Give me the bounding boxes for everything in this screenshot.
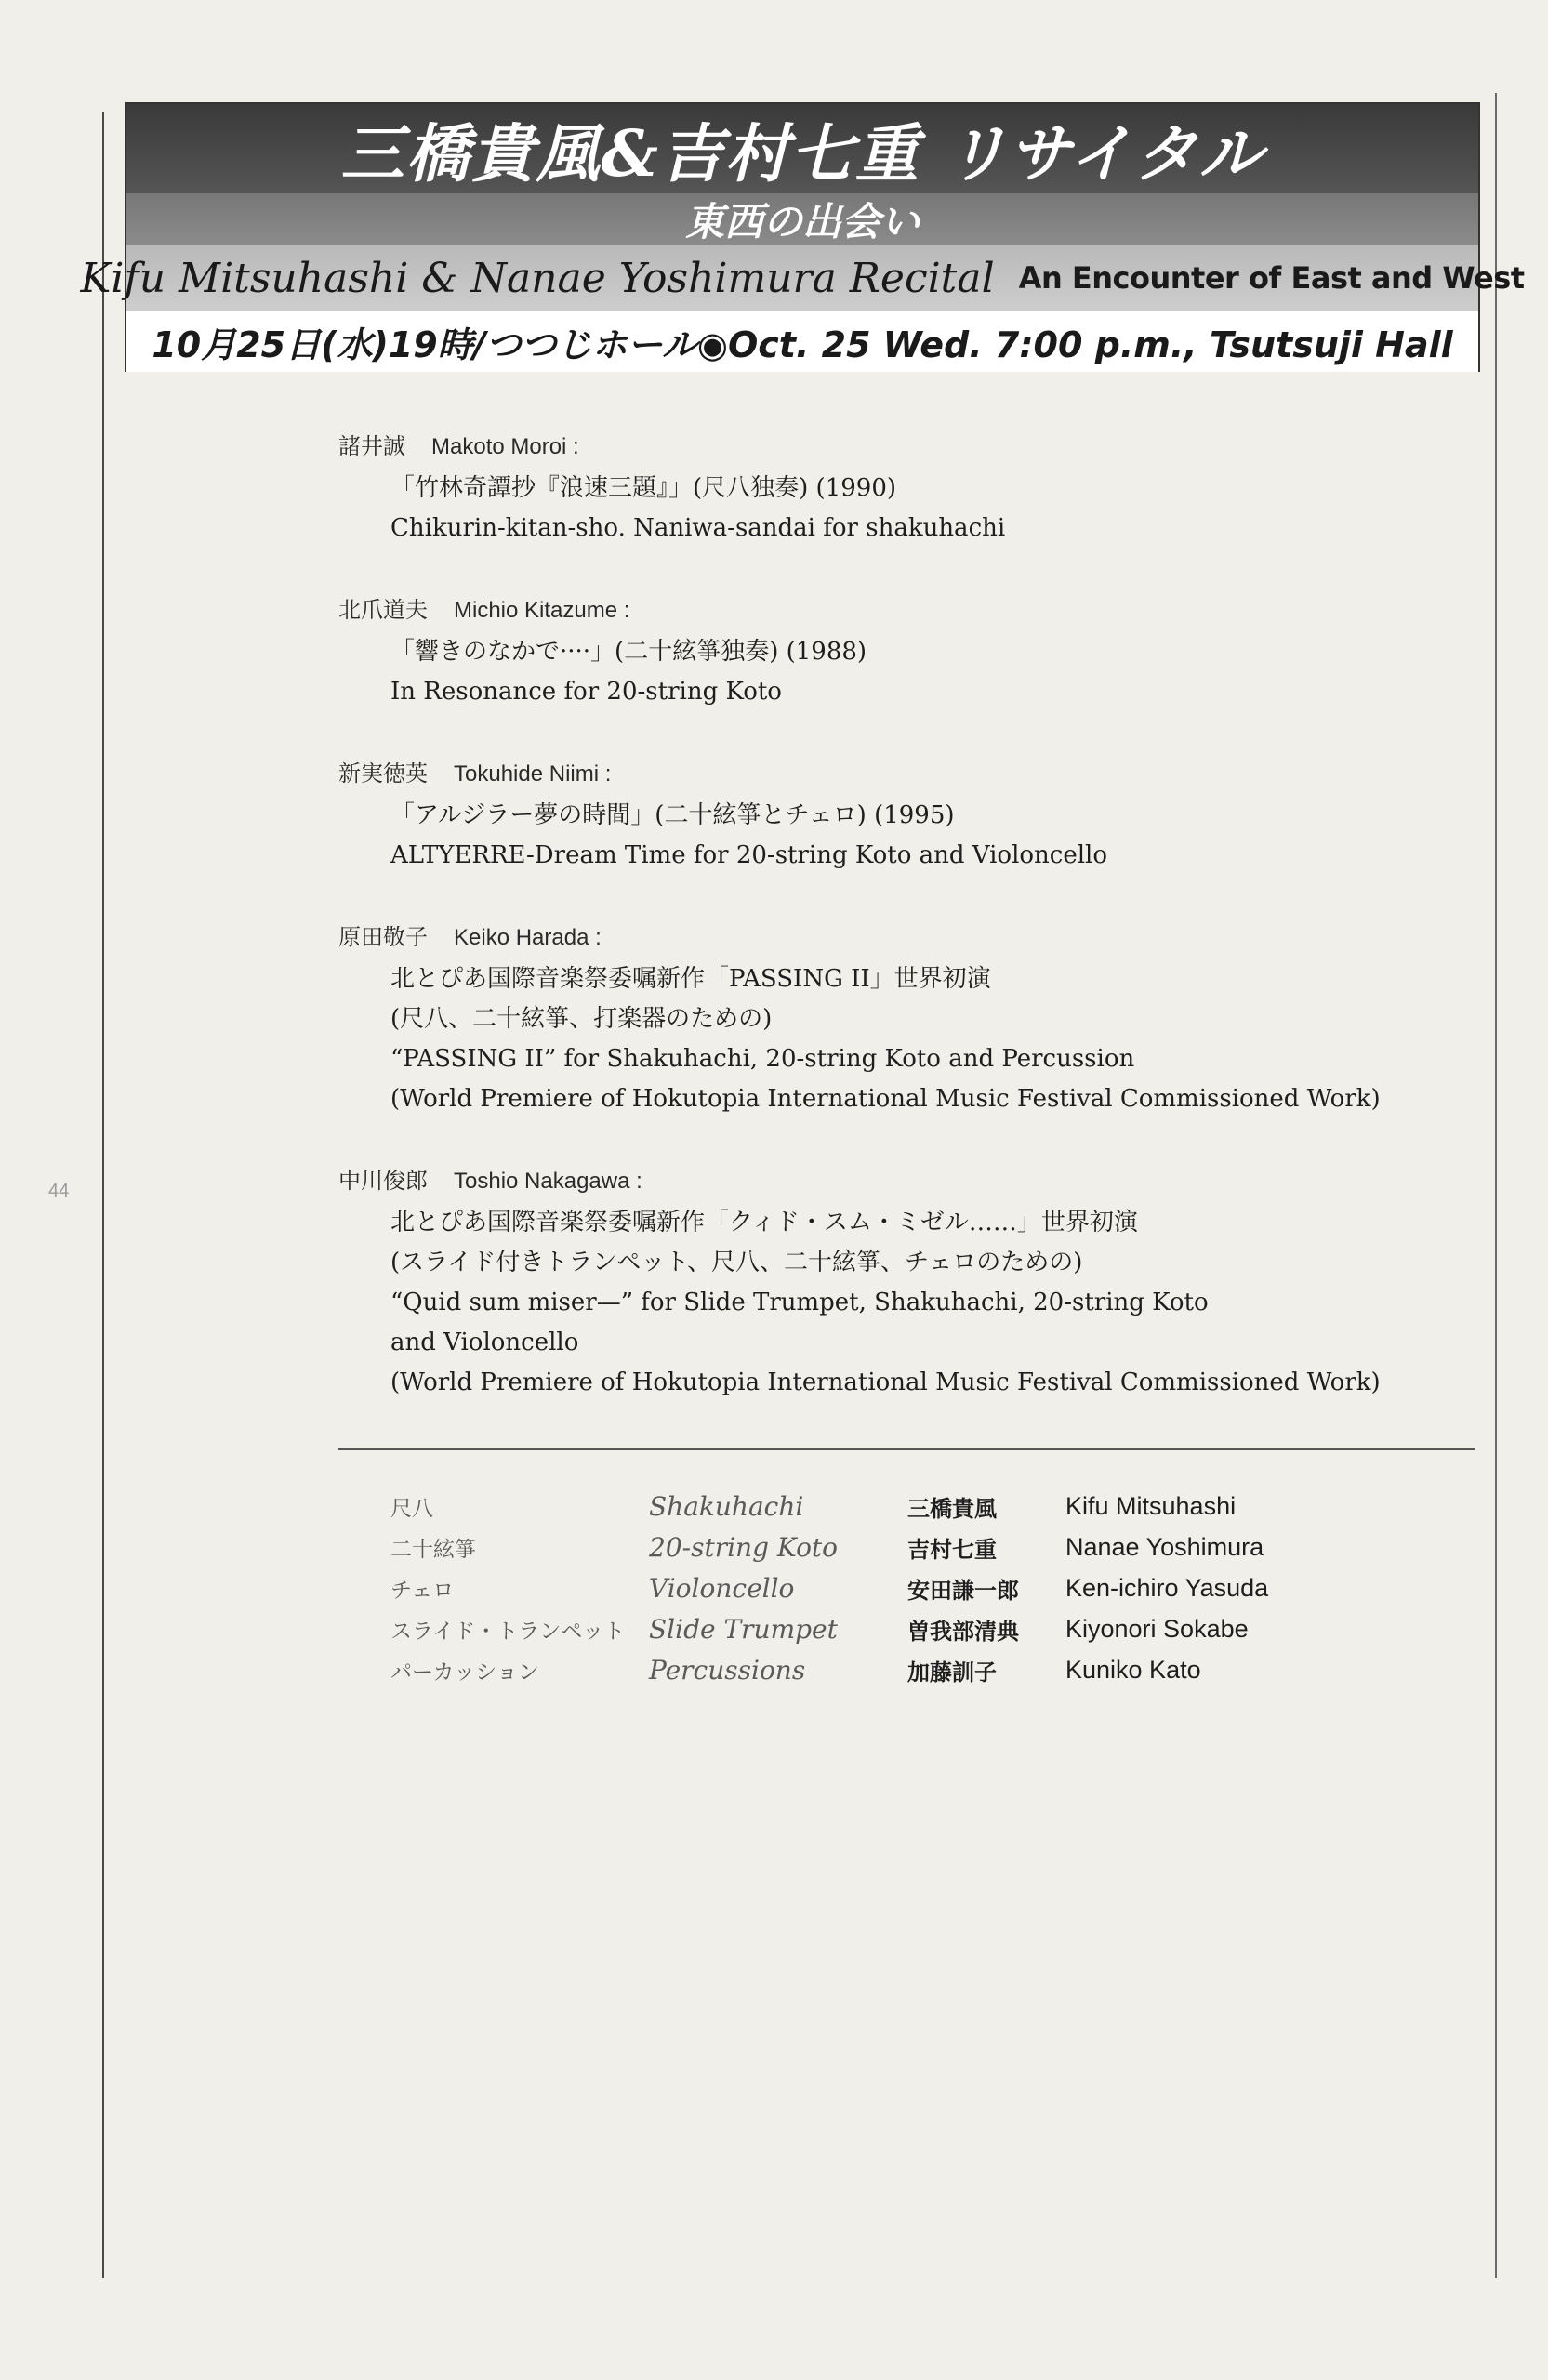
instrument-en: Violoncello xyxy=(649,1572,795,1604)
recital-title-jp: 三橋貴風&吉村七重 リサイタル xyxy=(340,116,1264,192)
composer-name-en: Toshio Nakagawa : xyxy=(454,1169,642,1194)
performer-row xyxy=(390,1608,1432,1649)
work-title-jp: 北とぴあ国際音楽祭委嘱新作「クィド・スム・ミゼル……」世界初演 xyxy=(390,1209,1138,1236)
composer-line xyxy=(338,757,1482,792)
work-title-en: ALTYERRE-Dream Time for 20-string Koto and Violoncello xyxy=(390,841,1108,869)
composer-line xyxy=(338,430,1482,465)
composer-name-jp: 新実徳英 xyxy=(338,761,428,787)
performer-row xyxy=(390,1527,1432,1567)
work-instrumentation-jp: (尺八、二十絃箏、打楽器のための) xyxy=(390,1005,773,1033)
work-title-en: “Quid sum miser—” for Slide Trumpet, Shakuhachi, 20-string Koto xyxy=(390,1289,1209,1316)
instrument-en: Slide Trumpet xyxy=(649,1613,838,1645)
program-list xyxy=(338,430,1482,1448)
date-band xyxy=(126,311,1478,372)
work-title-jp: 「響きのなかで····」(二十絃箏独奏) (1988) xyxy=(390,638,867,666)
work-title-jp: 「アルジラー夢の時間」(二十絃箏とチェロ) (1995) xyxy=(390,801,955,829)
composer-name-en: Keiko Harada : xyxy=(454,925,602,950)
recital-subtitle-en: An Encounter of East and West xyxy=(1018,260,1525,296)
work-title-jp: 北とぴあ国際音楽祭委嘱新作「PASSING II」世界初演 xyxy=(390,965,991,993)
instrument-en: Shakuhachi xyxy=(649,1490,804,1522)
work-title-jp: 「竹林奇譚抄『浪速三題』」(尺八独奏) (1990) xyxy=(390,474,897,502)
composer-name-jp: 中川俊郎 xyxy=(338,1169,428,1194)
work-title-en: In Resonance for 20-string Koto xyxy=(390,678,782,706)
program-piece xyxy=(338,920,1482,1119)
composer-line xyxy=(338,1164,1482,1199)
composer-name-jp: 原田敬子 xyxy=(338,925,428,950)
performer-row xyxy=(390,1649,1432,1690)
performer-name-en: Nanae Yoshimura xyxy=(1065,1532,1264,1561)
composer-line xyxy=(338,593,1482,628)
instrument-jp: パーカッション xyxy=(390,1659,539,1685)
performer-row xyxy=(390,1567,1432,1608)
performer-name-jp: 曽我部清典 xyxy=(907,1618,1019,1645)
composer-name-en: Tokuhide Niimi : xyxy=(454,761,612,787)
instrument-jp: 尺八 xyxy=(390,1496,433,1521)
performer-name-jp: 安田謙一郎 xyxy=(907,1577,1019,1604)
english-title-band xyxy=(80,245,1525,311)
date-venue-line: 10月25日(水)19時/つつじホール◉Oct. 25 Wed. 7:00 p.m., Tsutsuji Hall xyxy=(152,324,1453,365)
composer-line xyxy=(338,920,1482,956)
instrument-en: Percussions xyxy=(649,1654,806,1686)
instrument-jp: 二十絃箏 xyxy=(390,1537,476,1562)
work-premiere-note: (World Premiere of Hokutopia International Music Festival Commissioned Work) xyxy=(390,1085,1381,1113)
composer-name-en: Makoto Moroi : xyxy=(431,434,579,459)
performer-name-jp: 加藤訓子 xyxy=(907,1659,997,1686)
subtitle-band xyxy=(126,193,1478,245)
page-number: 44 xyxy=(48,1181,70,1201)
page-frame-left xyxy=(102,112,104,2278)
program-piece xyxy=(338,1164,1482,1403)
recital-header xyxy=(80,102,1525,372)
performer-name-en: Kiyonori Sokabe xyxy=(1065,1614,1249,1643)
composer-name-jp: 北爪道夫 xyxy=(338,598,428,623)
work-title-en: “PASSING II” for Shakuhachi, 20-string Koto and Percussion xyxy=(390,1045,1135,1073)
performer-name-en: Kuniko Kato xyxy=(1065,1655,1201,1684)
work-premiere-note: (World Premiere of Hokutopia International Music Festival Commissioned Work) xyxy=(390,1368,1381,1396)
program-piece xyxy=(338,757,1482,876)
performer-name-jp: 三橋貴風 xyxy=(907,1495,997,1522)
recital-title-en: Kifu Mitsuhashi & Nanae Yoshimura Recital xyxy=(80,254,995,302)
composer-name-jp: 諸井誠 xyxy=(338,434,405,459)
program-piece xyxy=(338,593,1482,712)
program-piece xyxy=(338,430,1482,549)
instrument-jp: チェロ xyxy=(390,1578,455,1603)
performer-row xyxy=(390,1486,1432,1527)
work-instrumentation-jp: (スライド付きトランペット、尺八、二十絃箏、チェロのための) xyxy=(390,1249,1083,1276)
title-band xyxy=(126,104,1478,193)
performer-name-jp: 吉村七重 xyxy=(907,1536,997,1563)
work-title-en-continued: and Violoncello xyxy=(390,1329,579,1356)
instrument-en: 20-string Koto xyxy=(649,1531,839,1563)
section-divider xyxy=(338,1448,1475,1450)
page-frame-right xyxy=(1495,93,1497,2278)
instrument-jp: スライド・トランペット xyxy=(390,1619,626,1644)
recital-subtitle-jp: 東西の出会い xyxy=(684,199,920,245)
work-title-en: Chikurin-kitan-sho. Naniwa-sandai for shakuhachi xyxy=(390,514,1006,542)
performer-name-en: Ken-ichiro Yasuda xyxy=(1065,1573,1269,1602)
composer-name-en: Michio Kitazume : xyxy=(454,598,630,623)
performer-name-en: Kifu Mitsuhashi xyxy=(1065,1491,1237,1520)
performers-list xyxy=(390,1486,1432,1690)
